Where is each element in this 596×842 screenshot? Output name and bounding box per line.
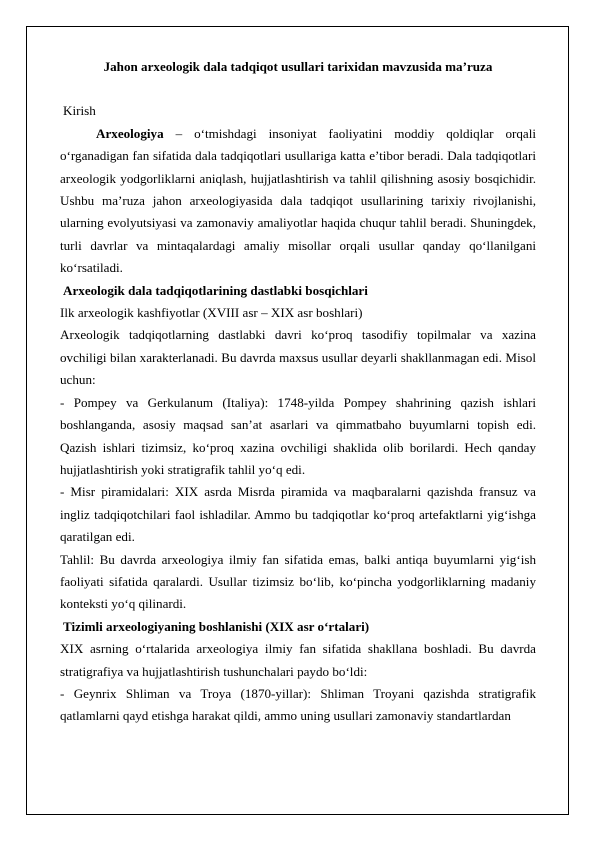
document-body xyxy=(60,56,536,728)
section1-paragraph-4: Tahlil: Bu davrda arxeologiya ilmiy fan sifatida emas, balki antiqa buyumlarni yig‘ish faoliyati sifatida qaralardi. Usullar tizimsiz bo‘lib, ko‘pincha yodgorliklarning madaniy konteksti yo‘q qilinardi. xyxy=(60,551,536,612)
section1-paragraph-2: - Pompey va Gerkulanum (Italiya): 1748-yilda Pompey shahrining qazish ishlari boshlanganda, asosiy maqsad san’at asarlari va qimmatbaho buyumlarni topish edi. Qazish ishlari tizimsiz, ko‘proq xazina ovchiligi shaklida olib borilardi. Hech qanday hujjatlashtirish yoki stratigrafik tahlil yo‘q edi. xyxy=(60,394,536,477)
section2-paragraph-2: - Geynrix Shliman va Troya (1870-yillar): Shliman Troyani qazishda stratigrafik qatlamlarni qayd etishga harakat qildi, ammo uning usullari zamonaviy standartlardan xyxy=(60,685,536,724)
section1-subheading: Ilk arxeologik kashfiyotlar (XVIII asr – XIX asr boshlari) xyxy=(60,305,363,321)
intro-text: – o‘tmishdagi insoniyat faoliyatini moddiy qoldiqlar orqali o‘rganadigan fan sifatida dala tadqiqotlari usullariga katta e’tibor beradi. Dala tadqiqotlari arxeologik yodgorliklarni aniqlash, hujjatlashtirish va tahlil qilishning asosiy bosqichidir. Ushbu ma’ruza jahon arxeologiyasida dala tadqiqot usullarining tarixiy rivojlanishi, ularning evolyutsiyasi va zamonaviy amaliyotlar haqida chuqur tahlil beradi. Shuningdek, turli davrlar va mintaqalardagi amaliy misollar orqali usullar qanday qo‘llanilgani ko‘rsatiladi. xyxy=(60,125,536,276)
section2-heading: Tizimli arxeologiyaning boshlanishi (XIX asr o‘rtalari) xyxy=(63,618,370,634)
intro-paragraph xyxy=(60,123,536,280)
section1-paragraph-3: - Misr piramidalari: XIX asrda Misrda piramida va maqbaralarni qazishda fransuz va ingliz tadqiqotchilari faol ishladilar. Ammo bu tadqiqotlar ko‘proq artefaktlarni yig‘ishga qaratilgan edi. xyxy=(60,484,536,545)
document-title: Jahon arxeologik dala tadqiqot usullari tarixidan mavzusida ma’ruza xyxy=(103,59,493,74)
section2-paragraph-1: XIX asrning o‘rtalarida arxeologiya ilmiy fan sifatida shakllana boshladi. Bu davrda stratigrafiya va hujjatlashtirish tushunchalari paydo bo‘ldi: xyxy=(60,641,536,679)
section1-heading: Arxeologik dala tadqiqotlarining dastlabki bosqichlari xyxy=(63,282,368,298)
intro-heading: Kirish xyxy=(63,103,96,119)
section1-paragraph-1: Arxeologik tadqiqotlarning dastlabki davri ko‘proq tasodifiy topilmalar va xazina ovchiligi bilan xarakterlanadi. Bu davrda maxsus usullar deyarli shakllanmagan edi. Misol uchun: xyxy=(60,327,536,388)
intro-term: Arxeologiya xyxy=(96,125,164,141)
